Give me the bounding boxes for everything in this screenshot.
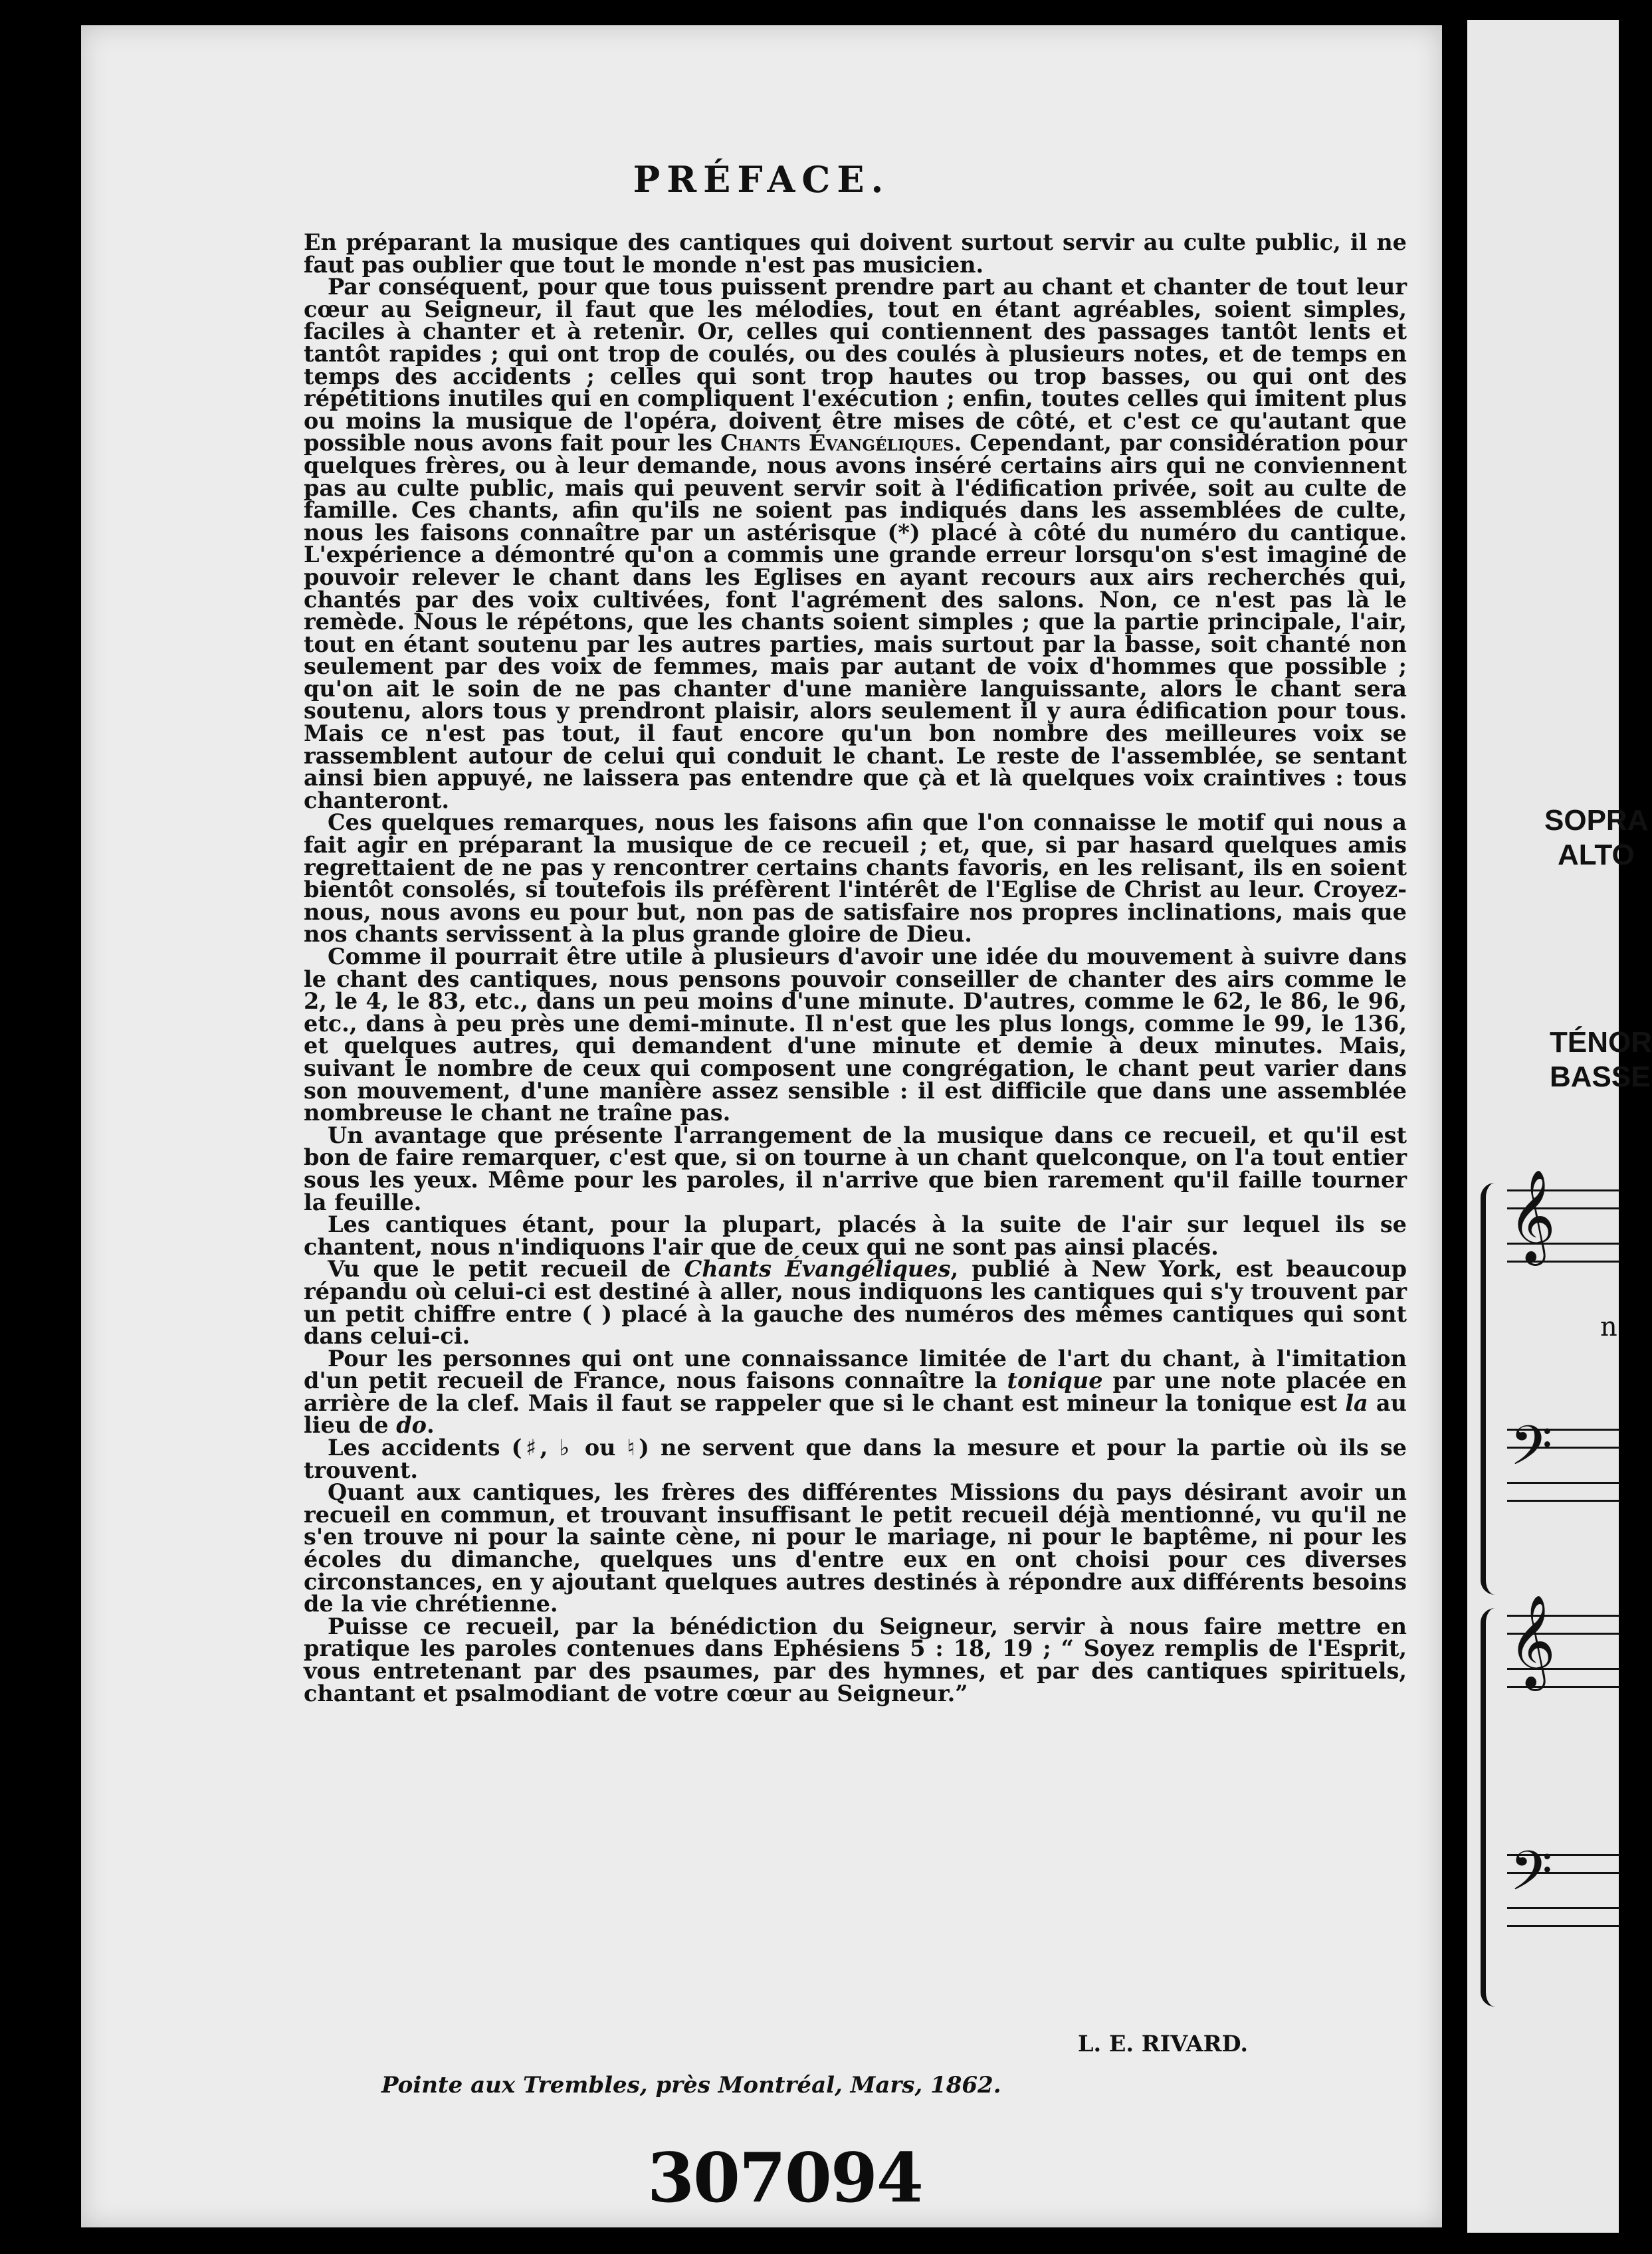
alto-label: ALTO xyxy=(1558,839,1635,871)
paragraph-7-part-a: Vu que le petit recueil de xyxy=(328,1256,684,1282)
paragraph-2-part-b: . Cependant, par considération pour quelques frères, ou à leur demande, nous avons inséré certains airs qui ne conviennent pas au culte public, mais qui peuvent servir soit à l'édification privée, soit au culte de famille. Ces chants, afin qu'ils ne soient pas indiqués dans les assemblées de culte, nous les faisons connaître par un astérisque (*) placé à côté du numéro du cantique. L'expérience a démontré qu'on a commis une grande erreur lorsqu'on s'est imaginé de pouvoir relever le chant dans les Eglises en ayant recours aux airs recherchés qui, chantés par des voix cultivées, font l'agrément des salons. Non, ce n'est pas là le remède. Nous le répétons, que les chants soient simples ; que la partie principale, l'air, tout en étant soutenu par les autres parties, mais surtout par la basse, soit chanté non seulement par des voix de femmes, mais par autant de voix d'hommes que possible ; qu'on ait le soin de ne pas chanter d'une manière languissante, alors le chant sera soutenu, alors tous y prendront plaisir, alors seulement il y aura édification pour tous. Mais ce n'est pas tout, il faut encore qu'un bon nombre des meilleures voix se rassemblent autour de celui qui conduit le chant. Le reste de l'assemblée, se sentant ainsi bien appuyé, ne laissera pas entendre que çà et là quelques voix craintives : tous chanteront. xyxy=(304,430,1407,813)
chants-evangeliques-italic: Chants Évangéliques xyxy=(684,1256,951,1282)
paragraph-4: Comme il pourrait être utile à plusieurs d'avoir une idée du mouvement à suivre dans le chant des cantiques, nous pensons pouvoir conseiller de chanter des airs comme le 2, le 4, le 83, etc., dans un peu moins d'une minute. D'autres, comme le 62, le 86, le 96, etc., dans à peu près une demi-minute. Il n'est que les plus longs, comme le 99, le 136, et quelques autres, qui demandent d'une minute et demie à deux minutes. Mais, suivant le nombre de ceux qui composent une congrégation, le chant peut varier dans son mouvement, d'une manière assez sensible : il est difficile que dans une assemblée nombreuse le chant ne traîne pas. xyxy=(304,944,1407,1126)
system-brace-2 xyxy=(1481,1608,1495,2007)
adjacent-music-page xyxy=(1467,20,1652,2233)
tonique-italic: tonique xyxy=(1007,1368,1103,1394)
soprano-label: SOPRA xyxy=(1544,804,1649,837)
bass-clef-icon: 𝄢 xyxy=(1510,1413,1553,1491)
chants-evangeliques-smallcaps: Chants Évangéliques xyxy=(720,430,954,457)
bass-clef-icon: 𝄢 xyxy=(1510,1839,1553,1916)
treble-clef-icon: 𝄞 xyxy=(1508,1170,1556,1262)
paragraph-8-part-d: . xyxy=(426,1412,435,1439)
paragraph-8-part-c: au lieu de xyxy=(304,1389,1407,1439)
paragraph-7-part-b: , publié à New York, est beaucoup répandu où celui-ci est destiné à aller, nous indiquons les cantiques qui s'y trouvent par un petit chiffre entre ( ) placé à la gauche des numéros des mêmes cantiques qui sont dans celui-ci. xyxy=(304,1256,1407,1350)
preface-body xyxy=(304,231,1407,1704)
paragraph-9: Les accidents (♯, ♭ ou ♮) ne servent que dans la mesure et pour la partie où ils se trouvent. xyxy=(304,1435,1407,1483)
paragraph-8 xyxy=(304,1345,1407,1439)
preface-page xyxy=(81,25,1442,2227)
paragraph-5: Un avantage que présente l'arrangement de la musique dans ce recueil, et qu'il est bon de faire remarquer, c'est que, si on tourne à un chant quelconque, on l'a tout entier sous les yeux. Même pour les paroles, il n'arrive que bien rarement qu'il faille tourner la feuille. xyxy=(304,1122,1407,1215)
tenor-label: TÉNOR xyxy=(1550,1026,1652,1059)
paragraph-7 xyxy=(304,1256,1407,1350)
treble-clef-icon: 𝄞 xyxy=(1508,1595,1556,1687)
signature: L. E. RIVARD. xyxy=(1078,2031,1248,2057)
paragraph-8-part-a: Pour les personnes qui ont une connaissance limitée de l'art du chant, à l'imitation d'un petit recueil de France, nous faisons connaître la xyxy=(304,1345,1407,1394)
paragraph-3: Ces quelques remarques, nous les faisons afin que l'on connaisse le motif qui nous a fait agir en préparant la musique de ce recueil ; et, que, si par hasard quelques amis regrettaient de ne pas y rencontrer certains chants favoris, en les relisant, ils en soient bientôt consolés, si toutefois ils préfèrent l'intérêt de l'Eglise de Christ au leur. Croyez-nous, nous avons eu pour but, non pas de satisfaire nos propres inclinations, mais que nos chants servissent à la plus grande gloire de Dieu. xyxy=(304,809,1407,948)
page-title: PRÉFACE. xyxy=(633,158,890,201)
fragment-letter: n xyxy=(1600,1312,1617,1342)
place-date: Pointe aux Trembles, près Montréal, Mars, 1862. xyxy=(381,2072,1001,2099)
bass-label: BASSE xyxy=(1550,1061,1651,1093)
paragraph-1: En préparant la musique des cantiques qui doivent surtout servir au culte public, il ne faut pas oublier que tout le monde n'est pas musicien. xyxy=(304,229,1407,278)
paragraph-2-part-a: Par conséquent, pour que tous puissent prendre part au chant et chanter de tout leur cœur au Seigneur, il faut que les mélodies, tout en étant agréables, soient simples, faciles à chanter et à retenir. Or, celles qui contiennent des passages tantôt lents et tantôt rapides ; qui ont trop de coulés, ou des coulés à plusieurs notes, et de temps en temps des accidents ; celles qui sont trop hautes ou trop basses, ou qui ont des répétitions inutiles qui en compliquent l'exécution ; enfin, toutes celles qui imitent plus ou moins la musique de l'opéra, doivent être mises de côté, et c'est ce qu'autant que possible nous avons fait pour les xyxy=(304,274,1407,457)
la-italic: la xyxy=(1345,1389,1368,1416)
do-italic: do xyxy=(396,1412,427,1439)
paragraph-8-part-b: par une note placée en arrière de la clef. Mais il faut se rappeler que si le chant est mineur la tonique est xyxy=(304,1368,1407,1416)
paragraph-2 xyxy=(304,276,1407,811)
stamp-number: 307094 xyxy=(647,2138,922,2218)
paragraph-10: Quant aux cantiques, les frères des différentes Missions du pays désirant avoir un recueil en commun, et trouvant insuffisant le petit recueil déjà mentionné, vu qu'il ne s'en trouve ni pour la sainte cène, ni pour le mariage, ni pour le baptême, ni pour les écoles du dimanche, quelques uns d'entre eux en ont choisi pour ces diverses circonstances, en y ajoutant quelques autres destinés à répondre aux différents besoins de la vie chrétienne. xyxy=(304,1479,1407,1617)
paragraph-6: Les cantiques étant, pour la plupart, placés à la suite de l'air sur lequel ils se chantent, nous n'indiquons l'air que de ceux qui ne sont pas ainsi placés. xyxy=(304,1211,1407,1260)
system-brace-1 xyxy=(1481,1183,1495,1595)
paragraph-11: Puisse ce recueil, par la bénédiction du Seigneur, servir à nous faire mettre en pratique les paroles contenues dans Ephésiens 5 : 18, 19 ; “ Soyez remplis de l'Esprit, vous entretenant par des psaumes, par des hymnes, et par des cantiques spirituels, chantant et psalmodiant de votre cœur au Seigneur.” xyxy=(304,1613,1407,1706)
